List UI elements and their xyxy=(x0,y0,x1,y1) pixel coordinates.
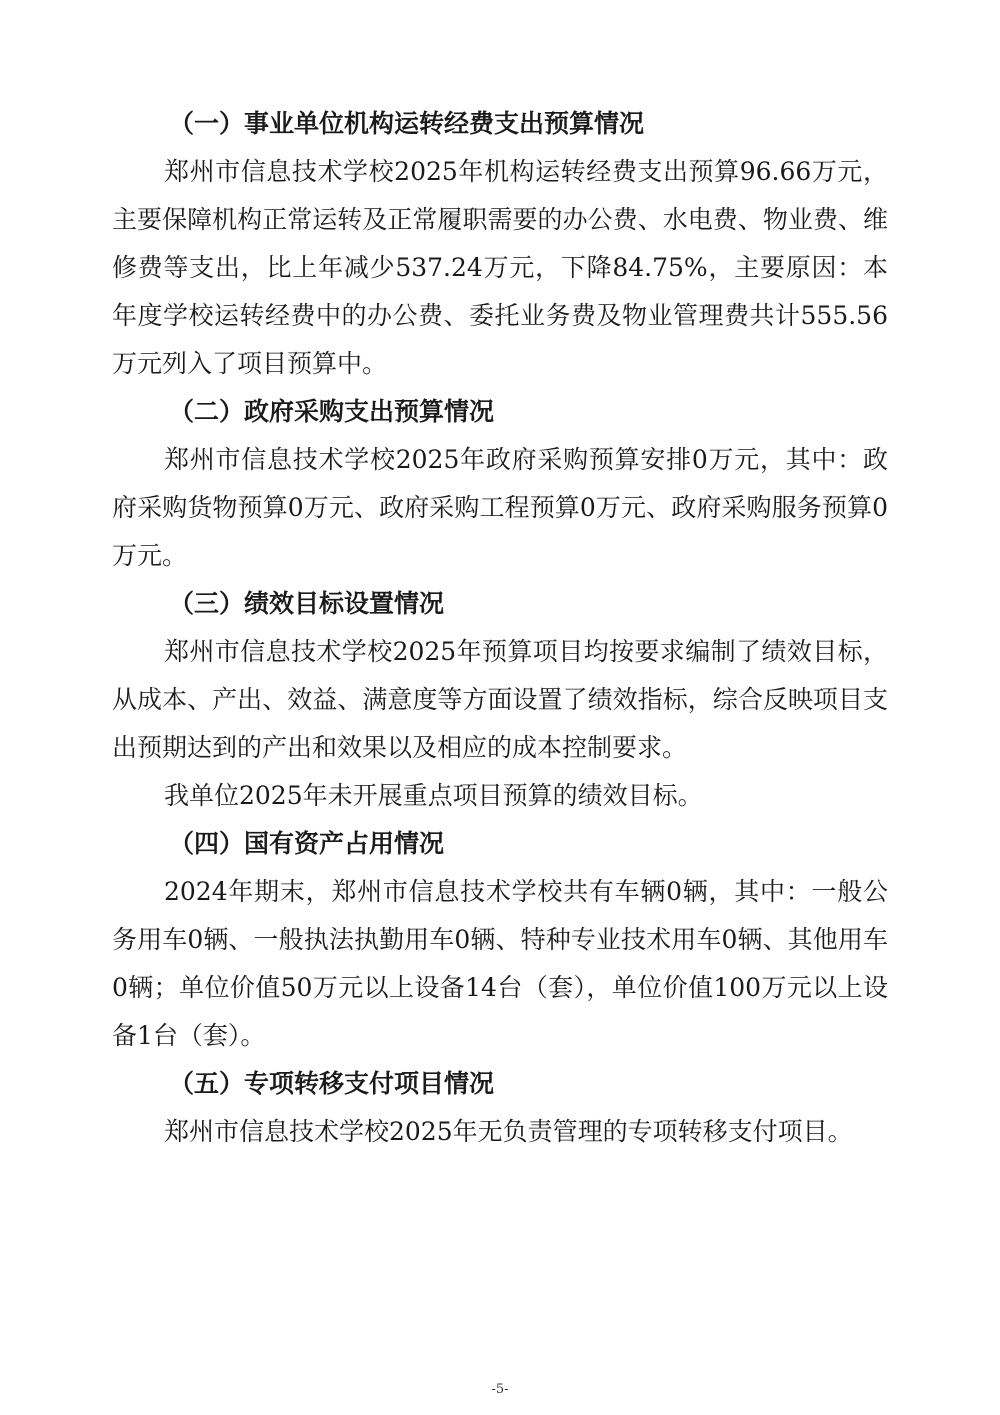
section-operating-expenses xyxy=(112,100,888,388)
section-heading: （四）国有资产占用情况 xyxy=(169,829,445,858)
section-heading: （一）事业单位机构运转经费支出预算情况 xyxy=(169,109,645,138)
section-paragraph: 2024年期末，郑州市信息技术学校共有车辆0辆，其中：一般公务用车0辆、一般执法执勤用车0辆、特种专业技术用车0辆、其他用车0辆；单位价值50万元以上设备14台（套），单位价值100万元以上设备1台（套）。 xyxy=(112,877,888,1050)
section-paragraph: 郑州市信息技术学校2025年无负责管理的专项转移支付项目。 xyxy=(164,1117,853,1146)
section-heading: （三）绩效目标设置情况 xyxy=(169,589,445,618)
section-heading: （五）专项转移支付项目情况 xyxy=(169,1069,495,1098)
page-number: -5- xyxy=(491,1382,509,1397)
section-paragraph: 我单位2025年未开展重点项目预算的绩效目标。 xyxy=(164,781,703,810)
section-performance-targets xyxy=(112,580,888,820)
section-paragraph: 郑州市信息技术学校2025年预算项目均按要求编制了绩效目标，从成本、产出、效益、满意度等方面设置了绩效指标，综合反映项目支出预期达到的产出和效果以及相应的成本控制要求。 xyxy=(112,637,888,762)
section-state-assets xyxy=(112,820,888,1060)
section-special-transfer-payments xyxy=(112,1060,888,1156)
section-paragraph: 郑州市信息技术学校2025年机构运转经费支出预算96.66万元，主要保障机构正常运转及正常履职需要的办公费、水电费、物业费、维修费等支出，比上年减少537.24万元，下降84.75%，主要原因：本年度学校运转经费中的办公费、委托业务费及物业管理费共计555.56万元列入了项目预算中。 xyxy=(112,157,888,378)
section-heading: （二）政府采购支出预算情况 xyxy=(169,397,495,426)
section-paragraph: 郑州市信息技术学校2025年政府采购预算安排0万元，其中：政府采购货物预算0万元、政府采购工程预算0万元、政府采购服务预算0万元。 xyxy=(112,445,888,570)
section-government-procurement xyxy=(112,388,888,580)
document-page xyxy=(112,100,888,1156)
